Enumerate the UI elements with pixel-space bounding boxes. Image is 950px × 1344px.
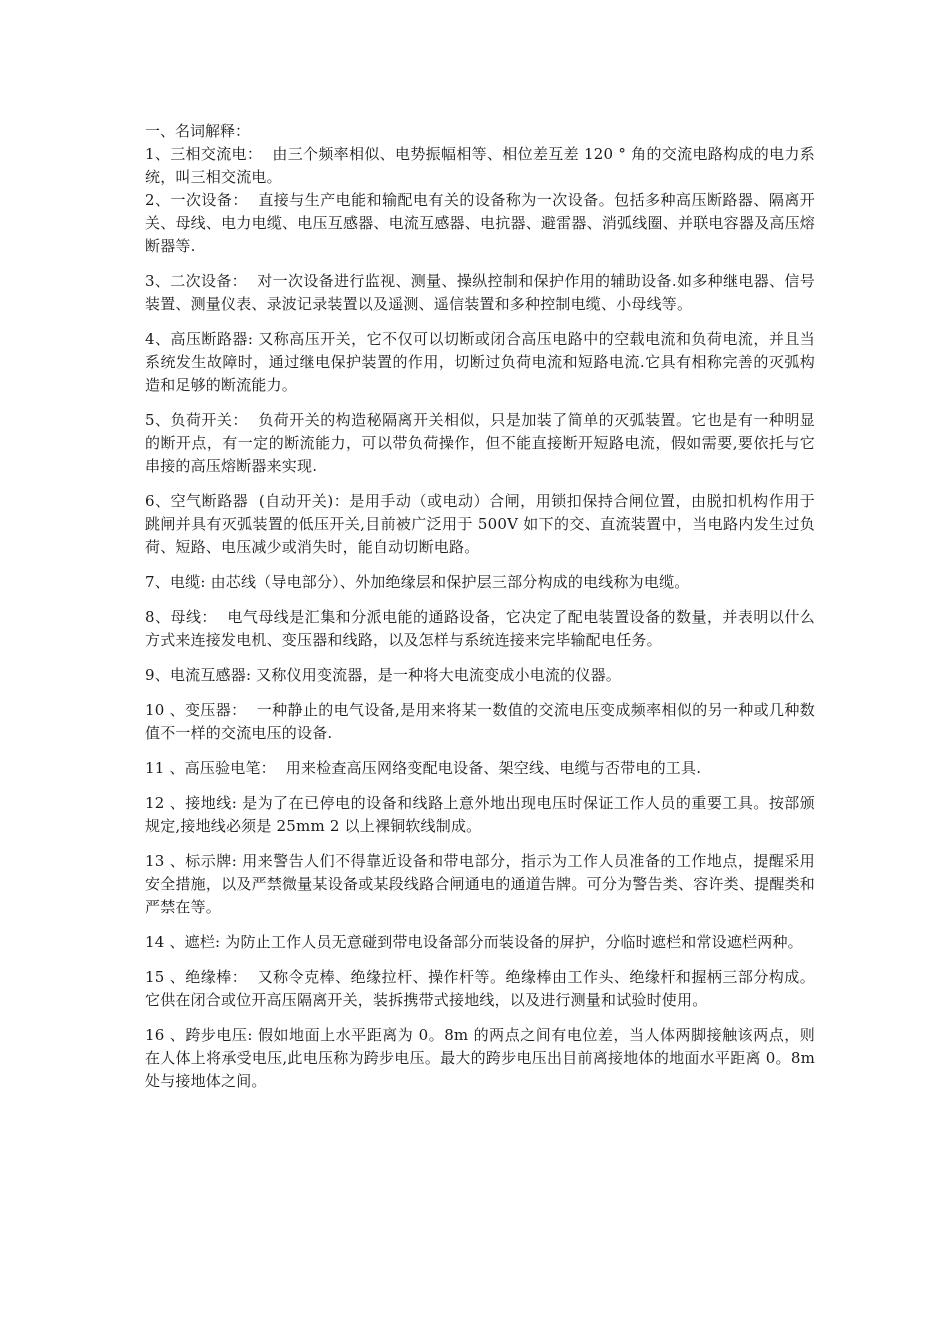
definition-7: 7、电缆: 由芯线（导电部分）、外加绝缘层和保护层三部分构成的电线称为电缆。 (145, 573, 690, 591)
definition-5: 5、负荷开关： 负荷开关的构造秘隔离开关相似，只是加装了简单的灭弧装置。它也是有一种明显的断开点，有一定的断流能力，可以带负荷操作，但不能直接断开短路电流，假如需要,要依托与它串接的高压熔断器来实现. (145, 411, 815, 475)
definition-3: 3、二次设备： 对一次设备进行监视、测量、操纵控制和保护作用的辅助设备.如多种继电器、信号装置、测量仪表、录波记录装置以及遥测、遥信装置和多种控制电缆、小母线等。 (145, 272, 815, 313)
section-heading: 一、名词解释： (145, 122, 251, 140)
definition-8: 8、母线： 电气母线是汇集和分派电能的通路设备，它决定了配电装置设备的数量，并表明以什么方式来连接发电机、变压器和线路，以及怎样与系统连接来完毕输配电任务。 (145, 608, 815, 649)
definition-11: 11 、高压验电笔： 用来检查高压网络变配电设备、架空线、电缆与否带电的工具. (145, 759, 702, 777)
definition-1: 1、三相交流电： 由三个频率相似、电势振幅相等、相位差互差 120 ° 角的交流电路构成的电力系统，叫三相交流电。 (145, 145, 815, 186)
definition-16: 16 、跨步电压: 假如地面上水平距离为 0。8m 的两点之间有电位差，当人体两脚接触该两点，则在人体上将承受电压,此电压称为跨步电压。最大的跨步电压出目前离接地体的地面水平距离 0。8m 处与接地体之间。 (145, 1026, 820, 1090)
definition-10: 10 、变压器： 一种静止的电气设备,是用来将某一数值的交流电压变成频率相似的另一种或几种数值不一样的交流电压的设备. (145, 701, 815, 742)
definition-4: 4、高压断路器: 又称高压开关，它不仅可以切断或闭合高压电路中的空载电流和负荷电流，并且当系统发生故障时，通过继电保护装置的作用，切断过负荷电流和短路电流.它具有相称完善的灭弧构造和足够的断流能力。 (145, 330, 815, 394)
document-page (145, 120, 820, 1105)
definition-15: 15 、绝缘棒： 又称令克棒、绝缘拉杆、操作杆等。绝缘棒由工作头、绝缘杆和握柄三部分构成。它供在闭合或位开高压隔离开关，装拆携带式接地线，以及进行测量和试验时使用。 (145, 968, 815, 1009)
definition-9: 9、电流互感器: 又称仪用变流器，是一种将大电流变成小电流的仪器。 (145, 666, 621, 684)
definition-13: 13 、标示牌: 用来警告人们不得靠近设备和带电部分，指示为工作人员准备的工作地点，提醒采用安全措施，以及严禁微量某设备或某段线路合闸通电的通道告牌。可分为警告类、容许类、提醒类和严禁在等。 (145, 852, 815, 916)
definition-6: 6、空气断路器 (自动开关)：是用手动（或电动）合闸，用锁扣保持合闸位置，由脱扣机构作用于跳闸并具有灭弧装置的低压开关,目前被广泛用于 500V 如下的交、直流装置中，当电路内发生过负荷、短路、电压减少或消失时，能自动切断电路。 (145, 492, 815, 556)
definition-12: 12 、接地线: 是为了在已停电的设备和线路上意外地出现电压时保证工作人员的重要工具。按部颁规定,接地线必须是 25mm 2 以上裸铜软线制成。 (145, 794, 815, 835)
definition-2: 2、一次设备： 直接与生产电能和输配电有关的设备称为一次设备。包括多种高压断路器、隔离开关、母线、电力电缆、电压互感器、电流互感器、电抗器、避雷器、消弧线圈、并联电容器及高压熔断器等. (145, 191, 815, 255)
definition-14: 14 、遮栏: 为防止工作人员无意碰到带电设备部分而装设备的屏护，分临时遮栏和常设遮栏两种。 (145, 933, 803, 951)
